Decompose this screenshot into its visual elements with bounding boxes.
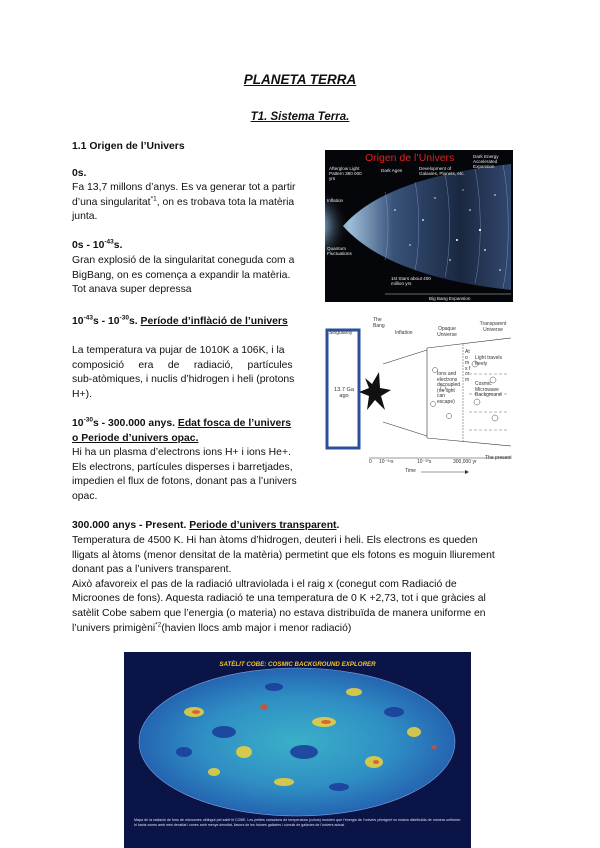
figure-title: Origen de l’Univers (365, 152, 455, 164)
era-heading-0s: 0s. (72, 168, 87, 179)
text-run: 10 (72, 316, 84, 327)
exponent: -30 (119, 314, 129, 322)
figure-label: Inflation (327, 198, 344, 203)
figure-label: Transparent Universe (479, 321, 507, 333)
figure-label: 1st Stars about 400 million yrs (391, 276, 431, 287)
timeline-axis-label: Time (405, 468, 416, 474)
figure-label: Inflation (395, 330, 413, 336)
text-line: BigBang, on es comença a expandir la matèria. (72, 269, 291, 281)
section-heading: 1.1 Origen de l’Univers (72, 141, 185, 152)
text-line: Els electrons, partícules disperses i barretjades, (72, 461, 293, 473)
figure-label: Dark Energy Accelerated Expansion (473, 154, 499, 170)
text-run: l’univers primigèni (72, 622, 156, 634)
text-run: d’una singularitat (72, 196, 151, 208)
text-line: Temperatura de 4500 K. Hi han àtoms d’hidrogen, deuteri i heli. Els electrons es queden (72, 535, 478, 546)
page-title: PLANETA TERRA (243, 72, 357, 87)
text-line (72, 417, 322, 432)
universe-timeline-figure (325, 318, 515, 482)
figure-label: Opaque Universe (437, 326, 457, 338)
timeline-tick: 10⁻³⁰s (417, 459, 432, 465)
cobe-map-figure (124, 652, 471, 848)
text-run: s - 300.000 anys. (92, 418, 178, 429)
figure-label: Dark Ages (381, 168, 403, 173)
text-run: 10 (72, 418, 84, 429)
text-run: s. (113, 240, 123, 251)
text-line: lligats al àtoms (menor densitat de la matèria) permetint que els fotons es moguin lliurement (72, 549, 495, 561)
text-line: sub-atòmiques, i nuclis d’hidrogen i heli (protons (72, 374, 295, 386)
text-line: Hi ha un plasma d’electrons ions H+ i ions He+. (72, 447, 291, 458)
paragraph-transparent (72, 534, 532, 636)
text-line: Això afavoreix el pas de la radiació ultraviolada i el raig x (conegut com Radiació de (72, 578, 457, 590)
text-line: H+). (72, 388, 92, 400)
timeline-tick: 0 (369, 459, 372, 465)
footnote-ref: *2 (155, 621, 162, 629)
text-run: (havien llocs amb major i menor radiació) (161, 622, 352, 634)
text-line: satèlit Cobe sabem que l’energia (o materia) no estava distribuïda de manera uniforme en (72, 607, 486, 619)
figure-label: Ions and electrons decoupled (no light can escape) (437, 371, 461, 405)
era-heading-opaque (72, 417, 322, 446)
text-line: donant pas a l’univers transparent. (72, 564, 232, 576)
text-line: Fa 13,7 millons d’anys. Es va generar tot a partir (72, 182, 296, 193)
era-heading-inflation (72, 315, 288, 330)
text-line: impedien el flux de fotons, donant pas a l’univers (72, 476, 297, 488)
figure-title: SATÈLIT COBE: COSMIC BACKGROUND EXPLORER (219, 661, 376, 668)
figure-label: Big Bang Expansion (429, 296, 471, 301)
figure-label: Afterglow Light Pattern 380 000 yrs (329, 166, 362, 182)
paragraph-inflation (72, 344, 316, 402)
figure-label: Atoms form (465, 349, 471, 383)
era-heading-transparent (72, 519, 339, 534)
timeline-tick: 10⁻³⁴s (379, 459, 394, 465)
text-line: o Periode d’univers opac. (72, 432, 199, 444)
text-line: Microones de fons). Aquesta radiació te una temperatura de 0 K +2,73, tot i que gràcies al (72, 593, 486, 605)
text-line: Tot anava super depressa (72, 284, 192, 296)
figure-label: Singularity (329, 330, 353, 336)
text-run: 0s - 10 (72, 240, 105, 251)
figure-label: Cosmic Microwave Background (475, 381, 502, 399)
paragraph-bigbang (72, 254, 316, 298)
figure-label: The Bang (373, 317, 385, 329)
paragraph-0s (72, 181, 316, 225)
figure-label: Quantum Fluctuations (327, 246, 352, 257)
text-run: . (336, 520, 340, 531)
text-line: composició era de radiació, partícules (72, 359, 293, 371)
text-line: opac. (72, 490, 98, 502)
text-line: La temperatura va pujar de 1010K a 106K, i la (72, 345, 285, 356)
figure-caption: Mapa de la radiació de fons de microones obtingut pel satèl·lit COBE. Les petites variacions de temperatura (colors) mostren que l’energia de l’univers primigeni no estava distribuïda de manera uniforme: hi havia zones amb més densitat i zones amb menys densitat, llavors de les futures galàxies i cúmuls de galàxies de l’univers actual. (134, 818, 461, 827)
exponent: -43 (83, 314, 93, 322)
page-subtitle: T1. Sistema Terra. (250, 111, 350, 123)
text-run: Període d’inflàció de l’univers (140, 316, 288, 327)
timeline-tick: The present (485, 455, 512, 461)
universe-origin-figure (325, 150, 513, 302)
text-line (72, 622, 532, 637)
text-run: Periode d’univers transparent (189, 520, 337, 531)
figure-label: 13.7 Ga ago (334, 387, 354, 399)
exponent: -30 (83, 416, 93, 424)
exponent: -43 (104, 238, 114, 246)
footnote-ref: *1 (150, 195, 157, 203)
text-run: , on es trobava tota la matèria (156, 196, 295, 208)
text-run: Edat fosca de l’univers (177, 418, 292, 429)
figure-label: Development of Galaxies, Planets, etc. (419, 166, 465, 177)
text-line: Gran explosió de la singularitat coneguda com a (72, 255, 295, 266)
text-run: 300.000 anys - Present. (72, 520, 190, 531)
text-line (72, 196, 316, 211)
text-line: junta. (72, 211, 98, 223)
text-run: s - 10 (92, 316, 120, 327)
era-heading-bigbang (72, 239, 122, 254)
text-run: s. (128, 316, 141, 327)
timeline-tick: 300,000 yr (453, 459, 477, 465)
paragraph-opaque (72, 446, 322, 504)
figure-label: Light travels freely (475, 355, 502, 367)
